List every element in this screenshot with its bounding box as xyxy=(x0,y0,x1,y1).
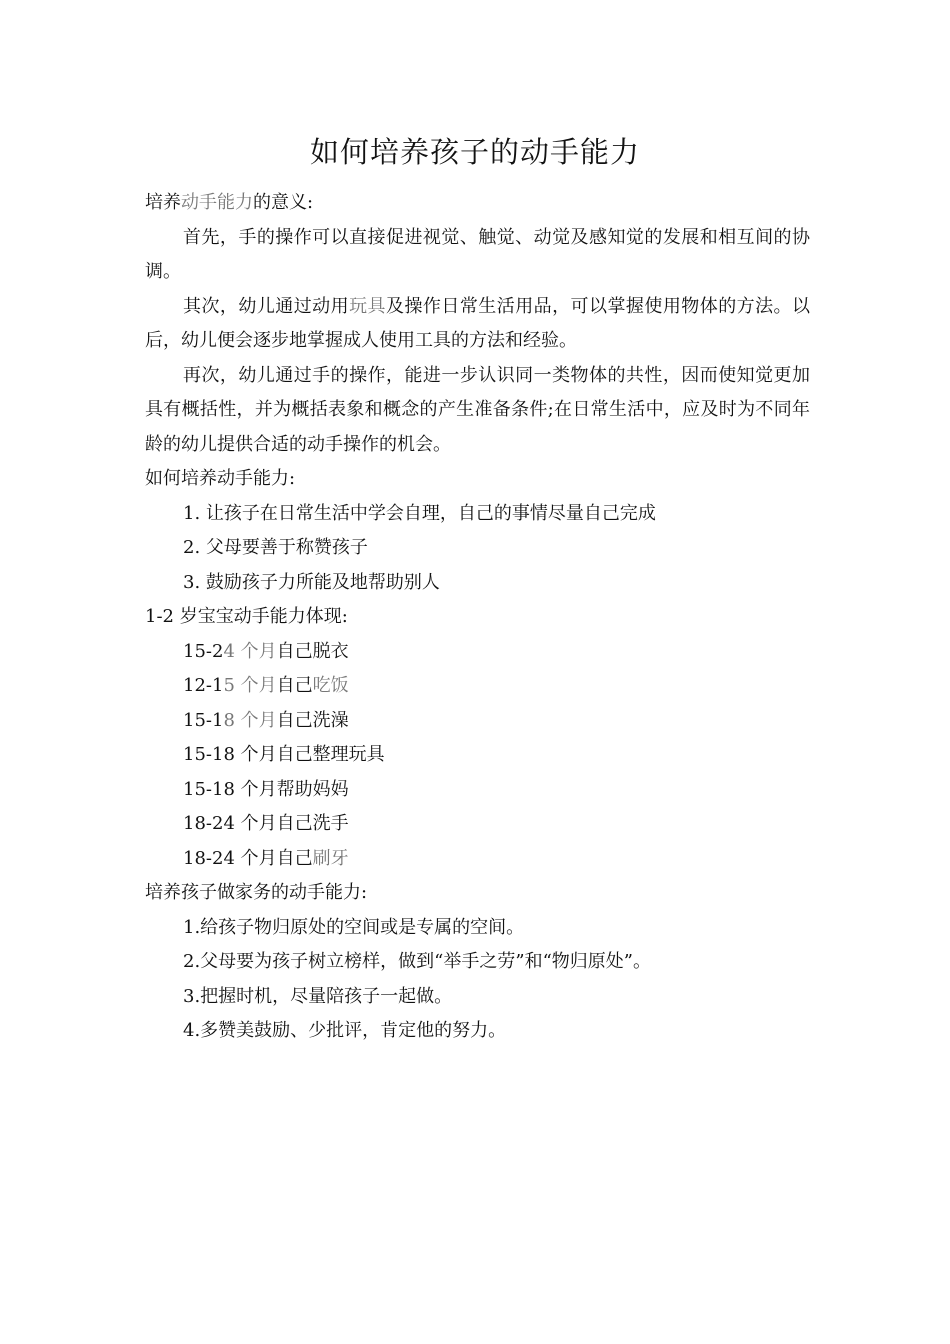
list-item: 1. 让孩子在日常生活中学会自理，自己的事情尽量自己完成 xyxy=(183,502,656,524)
paragraph-first: 首先，手的操作可以直接促进视觉、触觉、动觉及感知觉的发展和相互间的协调。 xyxy=(145,226,810,282)
milestone-text-gray: 刷牙 xyxy=(312,847,349,869)
list-item: 2.父母要为孩子树立榜样，做到“举手之劳”和“物归原处”。 xyxy=(183,951,651,972)
paragraph-link-text: 玩具 xyxy=(349,295,387,317)
document-body xyxy=(145,186,810,1049)
milestone-text: 15-1 xyxy=(183,709,224,731)
milestone-text: 自己脱衣 xyxy=(276,640,349,662)
milestone-text: 15-2 xyxy=(183,640,224,662)
milestone-text-gray: 吃饭 xyxy=(312,675,349,696)
milestone-item xyxy=(145,635,810,670)
list-item: 3.把握时机，尽量陪孩子一起做。 xyxy=(183,985,453,1007)
list-item: 2. 父母要善于称赞孩子 xyxy=(183,537,368,558)
section-heading-how: 如何培养动手能力: xyxy=(145,468,296,489)
milestone-text: 15-18 个月自己整理玩具 xyxy=(183,744,385,765)
document-title: 如何培养孩子的动手能力 xyxy=(309,135,640,169)
heading-text: 的意义: xyxy=(253,192,314,213)
milestone-text-gray: 8 个月 xyxy=(223,709,277,731)
milestone-item xyxy=(145,738,810,773)
milestone-text: 15-18 个月帮助妈妈 xyxy=(183,778,349,800)
milestone-item xyxy=(145,773,810,808)
list-item: 3. 鼓励孩子力所能及地帮助别人 xyxy=(183,571,440,593)
section-heading-significance xyxy=(145,186,810,221)
paragraph-text: 及操作日常生活用品，可以掌握使用物体的方法。以后，幼儿便会逐步地掌握成人使用工具的方法和经验。 xyxy=(145,295,811,351)
milestone-item xyxy=(145,669,810,704)
milestone-item xyxy=(145,842,810,877)
section-heading-housework: 培养孩子做家务的动手能力: xyxy=(145,882,368,903)
milestone-item xyxy=(145,807,810,842)
heading-link-text: 动手能力 xyxy=(181,192,253,213)
milestone-text: 18-24 个月自己 xyxy=(183,847,313,869)
list-item: 1.给孩子物归原处的空间或是专属的空间。 xyxy=(183,916,525,938)
milestone-text: 自己 xyxy=(276,675,313,696)
heading-text: 培养 xyxy=(145,192,181,213)
milestone-text: 自己洗澡 xyxy=(276,709,349,731)
milestone-text: 12-1 xyxy=(183,675,224,696)
milestone-text: 18-24 个月自己洗手 xyxy=(183,813,349,834)
paragraph-third: 再次，幼儿通过手的操作，能进一步认识同一类物体的共性，因而使知觉更加具有概括性，并为概括表象和概念的产生准备条件;在日常生活中，应及时为不同年龄的幼儿提供合适的动手操作的机会。 xyxy=(145,364,810,455)
milestone-text-gray: 5 个月 xyxy=(223,675,277,696)
paragraph-text: 其次，幼儿通过动用 xyxy=(183,295,350,317)
list-item: 4.多赞美鼓励、少批评，肯定他的努力。 xyxy=(183,1020,507,1041)
milestone-text-gray: 4 个月 xyxy=(223,640,277,662)
paragraph-second xyxy=(145,290,810,359)
milestone-item xyxy=(145,704,810,739)
section-heading-milestones: 1-2 岁宝宝动手能力体现: xyxy=(145,606,348,627)
